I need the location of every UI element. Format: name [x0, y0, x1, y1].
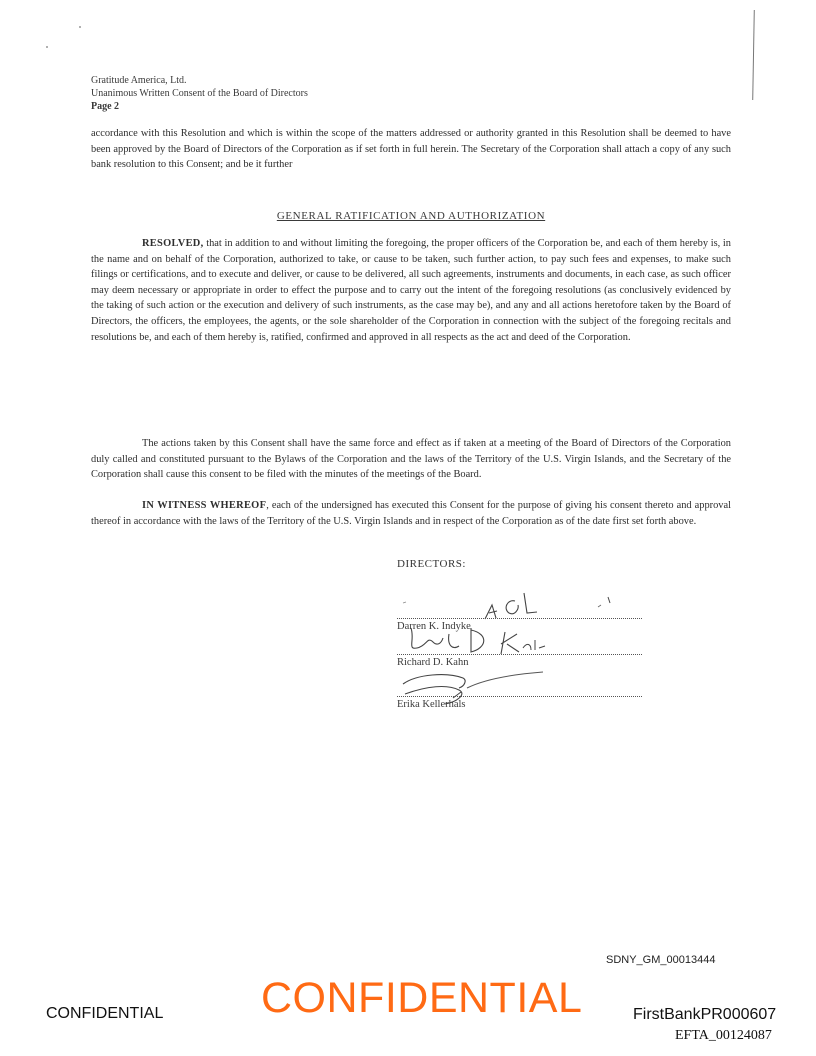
bates-sdny: SDNY_GM_00013444: [606, 954, 716, 966]
signature-line-1: [397, 618, 642, 619]
company-name: Gratitude America, Ltd.: [91, 75, 187, 86]
director-name-3: Erika Kellerhals: [397, 699, 466, 710]
directors-label: DIRECTORS:: [397, 558, 466, 570]
paragraph-actions: The actions taken by this Consent shall have the same force and effect as if taken at a meeting of the Board of Directors of the Corporation duly called and constituted pursuant to the Bylaws of the Corporation and the laws of the Territory of the U.S. Virgin Islands, and the Secretary of the Corporation shall cause this consent to be filed with the minutes of the meetings of the Board.: [91, 438, 731, 481]
page-header: [91, 74, 308, 113]
scan-margin-line: [752, 10, 755, 100]
section-heading: GENERAL RATIFICATION AND AUTHORIZATION: [276, 210, 546, 222]
signature-line-3: [397, 696, 642, 697]
page-number: Page 2: [91, 101, 120, 112]
bates-efta: EFTA_00124087: [675, 1028, 772, 1043]
scan-speck: [46, 46, 48, 48]
resolved-lead: RESOLVED,: [142, 238, 204, 249]
paragraph-continuation: accordance with this Resolution and which is within the scope of the matters addressed or authority granted in this Resolution shall be deemed to have been approved by the Board of Directors of the Corporation as if set forth in full herein. The Secretary of the Corporation shall attach a copy of any such bank resolution to this Consent; and be it further: [91, 128, 731, 171]
resolved-text: that in addition to and without limiting the foregoing, the proper officers of the Corporation be, and each of them hereby is, in the name and on behalf of the Corporation, authorized to take, or cause to be taken, such further action, to pay such fees and expenses, to make such filings or certifications, and to execute and deliver, or cause to be delivered, all such agreements, instruments and documents, in each case, as such officer may deem necessary or appropriate in order to effect the purpose and to carry out the intent of the foregoing resolutions (as conclusively evidenced by the taking of such action or the execution and delivery of such instruments, as the case may be), and any and all actions heretofore taken by the Board of Directors, the officers, the employees, the agents, or the sole shareholder of the Corporation in connection with the subject of the foregoing recitals and resolutions be, and each of them hereby is, ratified, confirmed and approved in all respects as the act and deed of the Corporation.: [91, 238, 731, 343]
bates-firstbank: FirstBankPR000607: [633, 1006, 777, 1023]
scan-speck: [79, 26, 81, 28]
witness-text: , each of the undersigned has executed this Consent for the purpose of giving his consent thereto and approval thereof in accordance with the laws of the Territory of the U.S. Virgin Islands and in respect of the Corporation as of the date first set forth above.: [91, 500, 731, 527]
signature-1-scribble: [397, 585, 642, 625]
document-title: Unanimous Written Consent of the Board of Directors: [91, 88, 308, 99]
signature-block-3: [397, 664, 642, 714]
signature-line-2: [397, 654, 642, 655]
confidential-stamp: CONFIDENTIAL: [261, 974, 583, 1022]
confidential-label: CONFIDENTIAL: [46, 1005, 164, 1022]
witness-lead: IN WITNESS WHEREOF: [142, 500, 267, 511]
director-name-1: Darren K. Indyke: [397, 621, 471, 632]
director-name-2: Richard D. Kahn: [397, 657, 469, 668]
paragraph-resolved: [91, 236, 731, 345]
paragraph-witness: [91, 498, 731, 529]
signature-2-scribble: [397, 622, 642, 662]
